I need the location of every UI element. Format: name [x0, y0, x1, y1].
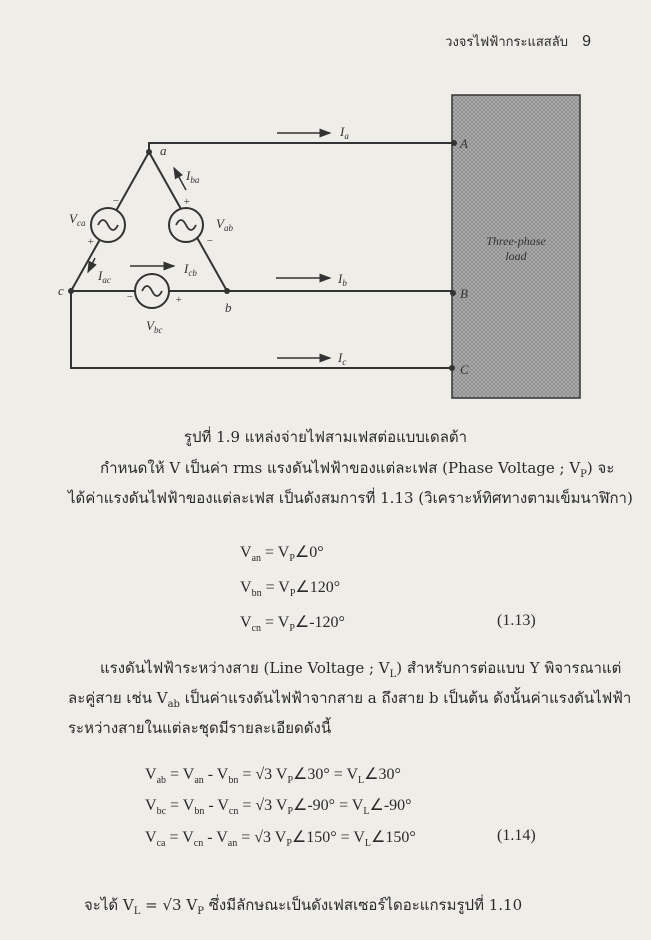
svg-text:Ic: $I_c$ [338, 350, 347, 367]
para2-line2: ละคู่สาย เช่น $V_{ab}$ เป็นค่าแรงดันไฟฟ้าจากสาย a ถึงสาย b เป็นต้น ดังนั้นค่าแรงดันไฟฟ้า [68, 689, 632, 710]
svg-text:+: + [183, 196, 191, 208]
svg-text:Vca: $V_{ca}$ [69, 211, 86, 228]
para2-line3: ระหว่างสายในแต่ละชุดมีรายละเอียดดังนี้ [68, 719, 332, 737]
eq-van: $V_{an}$ = $V_P\angle 0^\circ$ [240, 544, 324, 565]
svg-text:Ib: $I_b$ [338, 271, 347, 288]
node-c: c [58, 283, 64, 298]
svg-text:−: − [206, 235, 214, 247]
svg-text:−: − [126, 291, 134, 303]
node-B: B [460, 286, 468, 301]
svg-text:+: + [175, 294, 183, 306]
svg-text:Icb: $I_{cb}$ [184, 261, 197, 278]
load-label-2: load [505, 249, 527, 263]
svg-text:+: + [87, 236, 95, 248]
eq-vab: $V_{ab} = V_{an} - V_{bn} = √3$ $V_P\angle 30^\circ$ = $V_L\angle 30^\circ$ [145, 766, 401, 787]
node-A: A [460, 136, 468, 151]
svg-text:Vbc: $V_{bc}$ [146, 318, 163, 335]
svg-text:Ia: $I_a$ [340, 124, 349, 141]
header-title: วงจรไฟฟ้ากระแสสลับ [445, 35, 568, 50]
eq-vbc: $V_{bc} = V_{bn} - V_{cn} = √3$ $V_P\angle-90^\circ$ = $V_L\angle-90^\circ$ [145, 797, 412, 818]
node-C: C [460, 362, 469, 377]
eq-vca: $V_{ca} = V_{cn} - V_{an} = √3$ $V_P\angle 150^\circ$ = $V_L\angle 150^\circ$ [145, 829, 416, 850]
node-a: a [160, 143, 167, 158]
svg-text:Vab: $V_{ab}$ [216, 216, 233, 233]
para1-line1: กำหนดให้ V เป็นค่า rms แรงดันไฟฟ้าของแต่ละเฟส (Phase Voltage ; $V_P$) จะ [100, 459, 615, 480]
para1-line2: ได้ค่าแรงดันไฟฟ้าของแต่ละเฟส เป็นดังสมการที่ 1.13 (วิเคราะห์ทิศทางตามเข็มนาฬิกา) [68, 489, 633, 507]
eq-number-1-13: (1.13) [497, 612, 536, 629]
svg-text:Iba: $I_{ba}$ [186, 168, 200, 185]
node-b: b [225, 300, 232, 315]
eq-vbn: $V_{bn}$ = $V_P\angle 120^\circ$ [240, 579, 341, 600]
figure-caption: รูปที่ 1.9 แหล่งจ่ายไฟสามเฟสต่อแบบเดลต้า [183, 428, 468, 446]
eq-number-1-14: (1.14) [497, 827, 536, 844]
page-number: 9 [582, 33, 591, 50]
load-label-1: Three-phase [486, 234, 546, 248]
conclusion-line: จะได้ $V_L = √3$ $V_P$ ซึ่งมีลักษณะเป็นดังเฟสเซอร์ไดอะแกรมรูปที่ 1.10 [84, 896, 523, 917]
svg-text:−: − [112, 195, 120, 207]
delta-source-diagram [0, 0, 651, 410]
eq-vcn: $V_{cn}$ = $V_P\angle-120^\circ$ [240, 614, 345, 635]
para2-line1: แรงดันไฟฟ้าระหว่างสาย (Line Voltage ; $V_L$) สำหรับการต่อแบบ Y พิจารณาแต่ [100, 659, 622, 680]
svg-text:Iac: $I_{ac}$ [98, 268, 111, 285]
line-a [149, 143, 454, 152]
